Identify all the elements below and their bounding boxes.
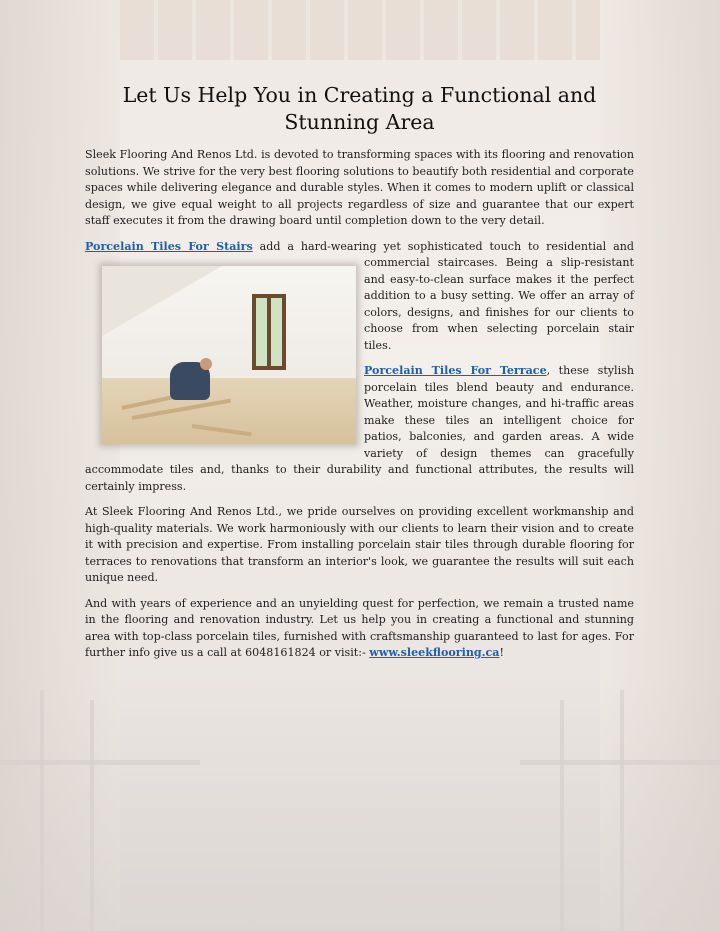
porcelain-stairs-link[interactable]: Porcelain Tiles For Stairs [85,239,253,253]
stairs-first-line [85,239,634,256]
intro-paragraph: Sleek Flooring And Renos Ltd. is devoted to transforming spaces with its flooring and renovation solutions. We strive for the very best flooring solutions to beautify both residential and corporate spaces while delivering elegance and durable styles. When it comes to modern uplift or classical design, we give equal weight to all projects regardless of size and guarantee that our expert staff executes it from the drawing board until completion down to the very detail. [85,148,634,227]
stairs-text-line1: add a hard-wearing yet sophisticated touch to residential and [252,239,634,253]
porcelain-terrace-link[interactable]: Porcelain Tiles For Terrace [364,364,547,377]
terrace-text: , these stylish porcelain tiles blend beauty and endurance. Weather, moisture changes, and hi-traffic areas make these tiles an intelligent choice for patios, balconies, and garden areas. A wide variety of design themes can gracefully accommodate tiles and, thanks to their durability and functional attributes, the results will certainly impress. [85,364,634,493]
closing-text: And with years of experience and an unyielding quest for perfection, we remain a trusted name in the flooring and renovation industry. Let us help you in creating a functional and stunning area with top-class porcelain tiles, furnished with craftsmanship guaranteed to last for ages. For further info give us a call at 6048161824 or visit:- [85,596,634,659]
pride-paragraph: At Sleek Flooring And Renos Ltd., we pride ourselves on providing excellent workmanship and high-quality materials. We work harmoniously with our clients to learn their vision and to create it with precision and expertise. From installing porcelain stair tiles through durable flooring for terraces to renovations that transform an interior's look, we guarantee the results will suit each unique need. [85,505,634,584]
closing-paragraph [85,596,634,662]
website-link[interactable]: www.sleekflooring.ca [369,646,500,659]
document-page [85,82,634,671]
page-title: Let Us Help You in Creating a Functional and Stunning Area [122,83,597,134]
stairs-text-rest: commercial staircases. Being a slip-resistant and easy-to-clean surface makes it the perfect addition to a busy setting. We offer an array of colors, designs, and finishes for our clients to choose from when selecting porcelain stair tiles. [364,256,634,352]
flooring-install-photo [102,266,356,444]
closing-end: ! [499,646,504,659]
